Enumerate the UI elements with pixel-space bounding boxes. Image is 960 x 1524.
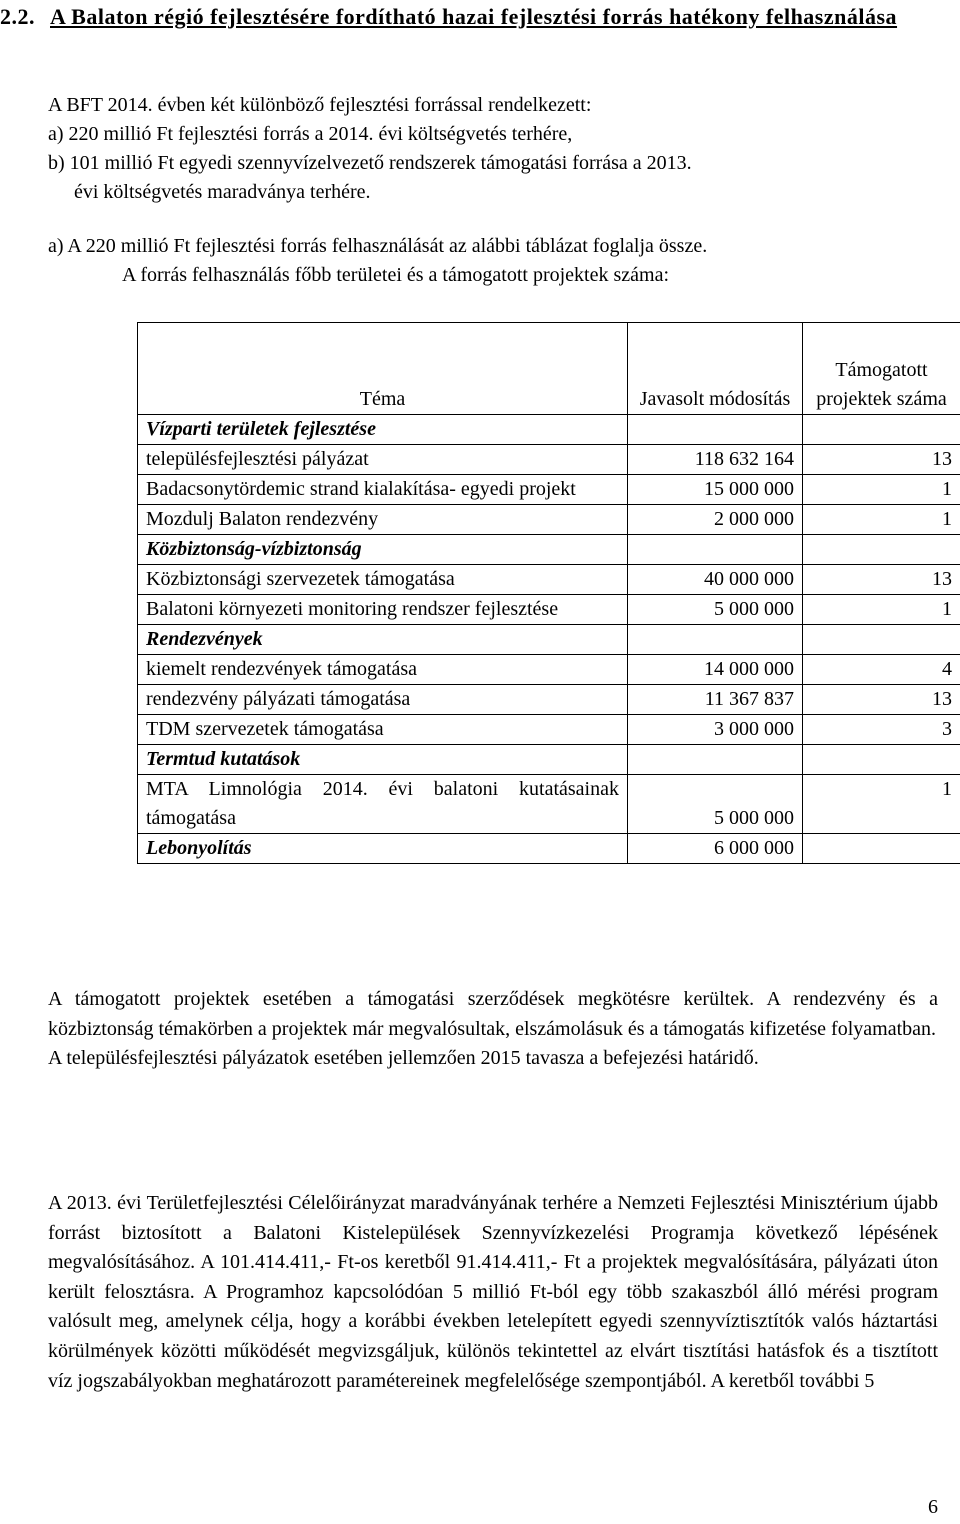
paragraph-status bbox=[48, 985, 938, 1074]
paragraph-deadline-text: A településfejlesztési pályázatok esetében jellemzően 2015 tavasza a befejezési határidő. bbox=[48, 1047, 759, 1070]
cell-count bbox=[803, 415, 960, 445]
intro-line: a) 220 millió Ft fejlesztési forrás a 2014. évi költségvetés terhére, bbox=[48, 123, 573, 145]
cell-count: 3 bbox=[803, 715, 960, 745]
cell-count bbox=[803, 834, 960, 864]
cell-amount: 5 000 000 bbox=[628, 595, 803, 625]
cell-theme: Badacsonytördemic strand kialakítása- egyedi projekt bbox=[138, 475, 628, 505]
section-number: 2.2. bbox=[0, 4, 35, 29]
cell-theme: MTA Limnológia 2014. évi balatoni kutatásainak támogatása bbox=[138, 775, 628, 834]
cell-amount: 15 000 000 bbox=[628, 475, 803, 505]
table-section-row bbox=[138, 834, 960, 864]
table-section-row bbox=[138, 535, 960, 565]
cell-theme: településfejlesztési pályázat bbox=[138, 445, 628, 475]
cell-amount: 40 000 000 bbox=[628, 565, 803, 595]
cell-theme: Mozdulj Balaton rendezvény bbox=[138, 505, 628, 535]
table-row bbox=[138, 565, 960, 595]
table-row bbox=[138, 685, 960, 715]
cell-count: 1 bbox=[803, 775, 960, 834]
list-item-a-line: a) A 220 millió Ft fejlesztési forrás felhasználását az alábbi táblázat foglalja össze. bbox=[48, 235, 708, 257]
table-row bbox=[138, 595, 960, 625]
table-row bbox=[138, 445, 960, 475]
section-title: A Balaton régió fejlesztésére fordítható hazai fejlesztési forrás hatékony felhasználása bbox=[50, 4, 898, 29]
cell-amount bbox=[628, 535, 803, 565]
cell-theme: TDM szervezetek támogatása bbox=[138, 715, 628, 745]
cell-amount bbox=[628, 415, 803, 445]
paragraph-wastewater: A 2013. évi Területfejlesztési Célelőirányzat maradványának terhére a Nemzeti Fejlesztési Minisztérium újabb forrást biztosított a Balatoni Kistelepülések Szennyvízkezelési Programja következő lépésének megvalósításához. A 101.414.411,- Ft-os keretből 91.414.411,- Ft a projektek megvalósítására, pályázati úton került felosztásra. A Programhoz kapcsolódóan 5 millió Ft-ból egy több szakaszból álló mérési program valósult meg, amelynek célja, hogy a korábbi években letelepített egyedi szennyvíztisztítók valós háztartási körülmények közötti működését megvizsgáljuk, különös tekintettel az elvárt tisztítási hatásfok és a tisztított víz jogszabályokban meghatározott paramétereinek megfelelősége szempontjából. A keretből további 5 bbox=[48, 1192, 938, 1392]
cell-amount: 14 000 000 bbox=[628, 655, 803, 685]
table-section-row bbox=[138, 745, 960, 775]
cell-amount: 5 000 000 bbox=[628, 775, 803, 834]
cell-theme: Közbiztonsági szervezetek támogatása bbox=[138, 565, 628, 595]
cell-count: 1 bbox=[803, 595, 960, 625]
cell-amount bbox=[628, 625, 803, 655]
header-amount: Javasolt módosítás bbox=[628, 323, 803, 415]
cell-count bbox=[803, 745, 960, 775]
table-row bbox=[138, 775, 960, 834]
cell-count: 1 bbox=[803, 475, 960, 505]
cell-theme: kiemelt rendezvények támogatása bbox=[138, 655, 628, 685]
intro-line: A BFT 2014. évben két különböző fejlesztési forrással rendelkezett: bbox=[48, 94, 592, 116]
funding-table bbox=[137, 322, 960, 864]
cell-count: 1 bbox=[803, 505, 960, 535]
cell-theme: Lebonyolítás bbox=[138, 834, 628, 864]
header-theme: Téma bbox=[138, 323, 628, 415]
paragraph-status-text: A támogatott projektek esetében a támogatási szerződések megkötésre kerültek. A rendezvény és a közbiztonság témakörben a projektek már megvalósultak, elszámolásuk és a támogatás kifizetése folyamatban. bbox=[48, 988, 938, 1040]
cell-amount: 118 632 164 bbox=[628, 445, 803, 475]
page-number: 6 bbox=[928, 1496, 938, 1518]
intro-block bbox=[48, 91, 938, 207]
cell-theme: Balatoni környezeti monitoring rendszer fejlesztése bbox=[138, 595, 628, 625]
list-item-a bbox=[48, 232, 938, 290]
cell-amount: 2 000 000 bbox=[628, 505, 803, 535]
cell-count: 4 bbox=[803, 655, 960, 685]
cell-amount: 11 367 837 bbox=[628, 685, 803, 715]
table-header-row bbox=[138, 323, 960, 415]
cell-count: 13 bbox=[803, 565, 960, 595]
cell-count bbox=[803, 535, 960, 565]
list-item-a-line: A forrás felhasználás főbb területei és a támogatott projektek száma: bbox=[122, 264, 670, 286]
cell-theme: Rendezvények bbox=[138, 625, 628, 655]
table-row bbox=[138, 655, 960, 685]
table-row bbox=[138, 505, 960, 535]
table-section-row bbox=[138, 625, 960, 655]
cell-theme: Közbiztonság-vízbiztonság bbox=[138, 535, 628, 565]
cell-amount: 3 000 000 bbox=[628, 715, 803, 745]
cell-amount bbox=[628, 745, 803, 775]
table-row bbox=[138, 715, 960, 745]
cell-theme: rendezvény pályázati támogatása bbox=[138, 685, 628, 715]
cell-theme: Vízparti területek fejlesztése bbox=[138, 415, 628, 445]
table-row bbox=[138, 475, 960, 505]
header-count: Támogatott projektek száma bbox=[803, 323, 960, 415]
cell-theme: Termtud kutatások bbox=[138, 745, 628, 775]
cell-count bbox=[803, 625, 960, 655]
intro-line: évi költségvetés maradványa terhére. bbox=[74, 181, 371, 203]
table-section-row bbox=[138, 415, 960, 445]
cell-count: 13 bbox=[803, 685, 960, 715]
cell-amount: 6 000 000 bbox=[628, 834, 803, 864]
intro-line: b) 101 millió Ft egyedi szennyvízelvezető rendszerek támogatási forrása a 2013. bbox=[48, 152, 692, 174]
cell-count: 13 bbox=[803, 445, 960, 475]
